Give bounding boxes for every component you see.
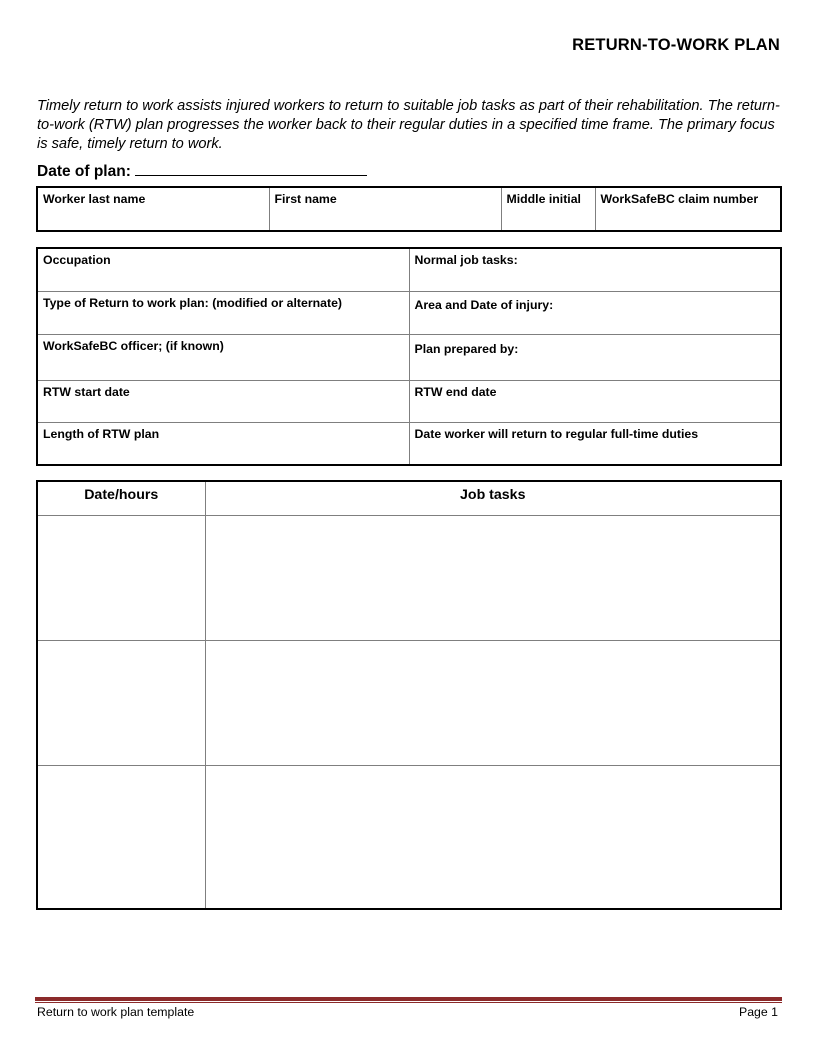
job-tasks-header-row [37, 481, 781, 515]
plan-info-row [37, 422, 781, 465]
first-name-label: First name [274, 192, 337, 206]
worker-last-name-field[interactable] [37, 187, 269, 231]
injury-area-date-label: Area and Date of injury: [414, 297, 554, 312]
middle-initial-field[interactable] [501, 187, 595, 231]
injury-area-date-field[interactable] [409, 291, 781, 334]
plan-info-row [37, 291, 781, 334]
rtw-start-date-field[interactable] [37, 380, 409, 422]
date-of-plan-label: Date of plan: [37, 163, 131, 180]
table-row [37, 515, 781, 640]
rtw-start-date-label: RTW start date [43, 384, 130, 399]
plan-info-row [37, 248, 781, 291]
rtw-end-date-label: RTW end date [414, 384, 497, 399]
plan-info-row [37, 334, 781, 380]
job-tasks-header: Job tasks [205, 481, 781, 515]
first-name-field[interactable] [269, 187, 501, 231]
job-tasks-table [36, 480, 782, 910]
date-hours-header: Date/hours [37, 481, 205, 515]
occupation-label: Occupation [43, 253, 111, 267]
normal-job-tasks-field[interactable] [409, 248, 781, 291]
plan-type-field[interactable] [37, 291, 409, 334]
job-tasks-cell[interactable] [205, 515, 781, 640]
page-title: RETURN-TO-WORK PLAN [572, 36, 780, 54]
footer-document-name: Return to work plan template [37, 1005, 195, 1019]
intro-paragraph: Timely return to work assists injured workers to return to suitable job tasks as part of their rehabilitation. The return-to-work (RTW) plan progresses the worker back to their regular duties in a specified time frame. The primary focus is safe, timely return to work. [37, 98, 780, 153]
prepared-by-label: Plan prepared by: [414, 341, 519, 356]
worker-details-row [37, 187, 781, 231]
claim-number-label: WorkSafeBC claim number [600, 192, 759, 206]
job-tasks-cell[interactable] [205, 765, 781, 909]
plan-info-row [37, 380, 781, 422]
rtw-length-field[interactable] [37, 422, 409, 465]
date-hours-cell[interactable] [37, 640, 205, 765]
date-of-plan-field[interactable] [135, 160, 367, 176]
middle-initial-label: Middle initial [506, 192, 581, 206]
date-of-plan-row [37, 160, 367, 181]
worker-last-name-label: Worker last name [43, 192, 146, 206]
footer-divider [35, 997, 782, 1001]
plan-type-label: Type of Return to work plan: (modified or alternate) [43, 295, 343, 310]
rtw-end-date-field[interactable] [409, 380, 781, 422]
officer-label: WorkSafeBC officer; (if known) [43, 338, 224, 353]
date-hours-cell[interactable] [37, 515, 205, 640]
return-full-time-date-label: Date worker will return to regular full-time duties [414, 426, 699, 441]
worker-details-table [36, 186, 782, 232]
footer-divider-thin [35, 1002, 782, 1003]
rtw-length-label: Length of RTW plan [43, 426, 160, 441]
footer-page-number: Page 1 [739, 1005, 778, 1019]
claim-number-field[interactable] [595, 187, 781, 231]
plan-info-table [36, 247, 782, 466]
prepared-by-field[interactable] [409, 334, 781, 380]
officer-field[interactable] [37, 334, 409, 380]
job-tasks-cell[interactable] [205, 640, 781, 765]
normal-job-tasks-label: Normal job tasks: [414, 253, 518, 267]
date-hours-cell[interactable] [37, 765, 205, 909]
return-full-time-date-field[interactable] [409, 422, 781, 465]
table-row [37, 640, 781, 765]
occupation-field[interactable] [37, 248, 409, 291]
table-row [37, 765, 781, 909]
